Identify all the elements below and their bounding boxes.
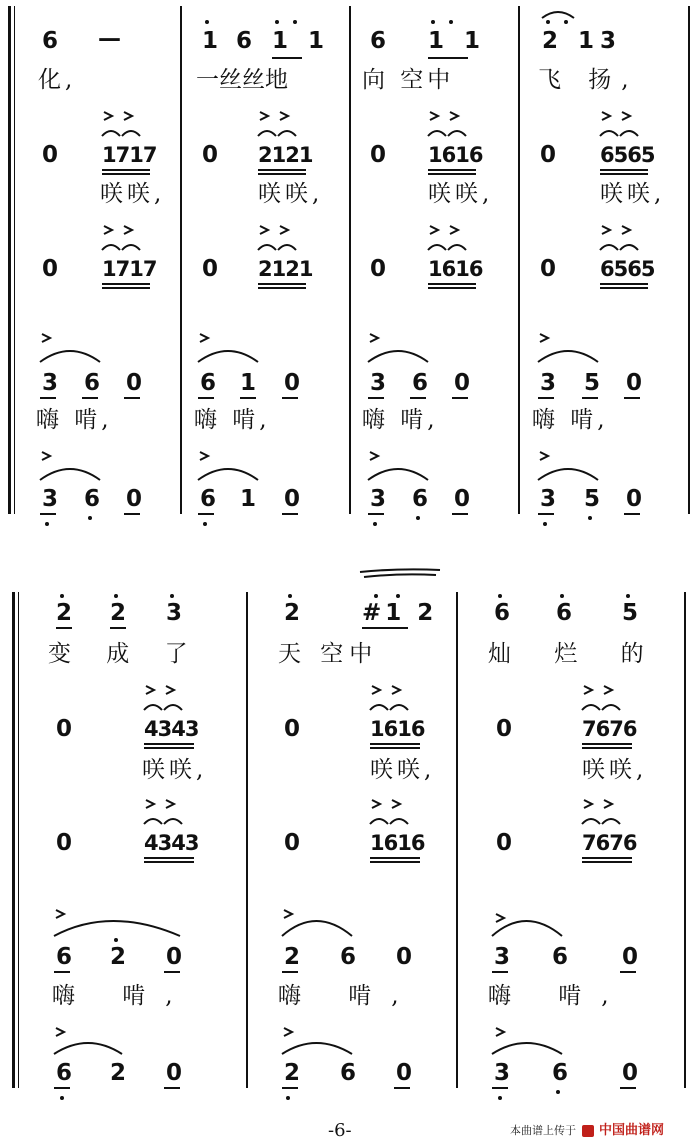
- voice3-rest: 0: [126, 370, 143, 396]
- source-credit: [510, 1119, 664, 1138]
- voice3-note: 6: [84, 370, 101, 396]
- accent-mark: [200, 334, 208, 342]
- accent-mark: [584, 800, 612, 808]
- voice1-lyric: 咲咲,: [100, 181, 166, 207]
- accent-mark: [260, 112, 288, 120]
- accent-mark: [496, 914, 504, 922]
- voice3-note: 3: [494, 944, 511, 970]
- beam-line: [258, 284, 306, 288]
- voice3-note: 3: [42, 370, 59, 396]
- slur-mark: [492, 921, 562, 936]
- voice4-note: 3: [540, 486, 557, 512]
- octave-dot: [626, 594, 630, 598]
- tie-mark: [582, 705, 620, 710]
- slur-mark: [54, 1043, 122, 1054]
- decorative-line: [364, 574, 436, 577]
- melody-note: 3: [600, 28, 617, 54]
- melody-note: 5: [622, 600, 639, 626]
- octave-dot: [60, 1096, 64, 1100]
- accent-mark: [602, 112, 630, 120]
- melody-note: 6: [494, 600, 511, 626]
- beam-line: [428, 284, 476, 288]
- voice3-note: 6: [340, 944, 357, 970]
- voice1-rest: 0: [202, 142, 219, 168]
- accent-mark: [284, 1028, 292, 1036]
- voice2-rest: 0: [540, 256, 557, 282]
- slur-mark: [198, 469, 258, 480]
- beam-line: [370, 744, 420, 748]
- accent-mark: [146, 800, 174, 808]
- voice2-rest: 0: [370, 256, 387, 282]
- tie-mark: [144, 705, 182, 710]
- beam-line: [370, 858, 420, 862]
- decorative-line: [360, 569, 440, 572]
- octave-dot: [205, 20, 209, 24]
- voice3-rest: 0: [454, 370, 471, 396]
- voice1-notes: 7676: [582, 717, 637, 741]
- accent-mark: [540, 452, 548, 460]
- voice3-note: 1: [240, 370, 257, 396]
- accent-mark: [104, 112, 132, 120]
- slur-mark: [368, 469, 428, 480]
- melody-note: 6: [42, 28, 59, 54]
- voice1-rest: 0: [56, 716, 73, 742]
- voice1-lyric: 咲咲,: [258, 181, 324, 207]
- accent-mark: [370, 334, 378, 342]
- slur-mark: [282, 921, 352, 936]
- lyric: 向 空中: [362, 67, 455, 93]
- lyric: 变 成 了: [48, 641, 202, 667]
- tie-mark: [102, 245, 140, 250]
- octave-dot: [546, 20, 550, 24]
- melody-note: 2 1: [542, 28, 601, 54]
- octave-dot: [396, 594, 400, 598]
- accent-mark: [42, 452, 50, 460]
- melody-note: 2: [284, 600, 301, 626]
- tie-mark: [370, 819, 408, 824]
- slur-mark: [282, 1043, 352, 1054]
- octave-dot: [560, 594, 564, 598]
- voice2-notes: 6565: [600, 257, 655, 281]
- voice4-rest: 0: [166, 1060, 183, 1086]
- tie-mark: [144, 819, 182, 824]
- voice1-rest: 0: [496, 716, 513, 742]
- voice4-note: 1: [240, 486, 257, 512]
- voice3-note: 6: [412, 370, 429, 396]
- voice1-lyric: 咲咲,: [142, 757, 208, 783]
- voice4-note: 2: [110, 1060, 127, 1086]
- beam-line: [600, 284, 648, 288]
- voice4-note: 3: [370, 486, 387, 512]
- voice3-note: 2: [110, 944, 127, 970]
- octave-dot: [286, 1096, 290, 1100]
- voice3-lyric: 嗨 啃,: [194, 407, 271, 433]
- voice3-note: 6: [552, 944, 569, 970]
- voice4-rest: 0: [622, 1060, 639, 1086]
- tie-mark: [582, 819, 620, 824]
- melody-note: 2: [56, 600, 73, 626]
- brand-logo: [582, 1125, 594, 1137]
- lyric: 飞 扬,: [538, 67, 639, 93]
- slur-mark: [368, 351, 428, 362]
- octave-dot: [114, 938, 118, 942]
- tie-mark: [258, 245, 296, 250]
- voice1-notes: 6565: [600, 143, 655, 167]
- accent-mark: [104, 226, 132, 234]
- lyric: 化,: [38, 67, 77, 93]
- octave-dot: [45, 522, 49, 526]
- voice1-lyric: 咲咲,: [582, 757, 648, 783]
- octave-dot: [374, 594, 378, 598]
- voice2-notes: 1717: [102, 257, 157, 281]
- voice4-note: 6: [552, 1060, 569, 1086]
- tie-mark: [102, 131, 140, 136]
- voice4-rest: 0: [454, 486, 471, 512]
- slur-mark: [40, 351, 100, 362]
- accent-mark: [372, 686, 400, 694]
- beam-line: [258, 170, 306, 174]
- tie-mark: [428, 245, 466, 250]
- voice4-rest: 0: [396, 1060, 413, 1086]
- octave-dot: [449, 20, 453, 24]
- beam-line: [144, 858, 194, 862]
- voice1-rest: 0: [540, 142, 557, 168]
- brand-name[interactable]: 中国曲谱网: [599, 1123, 665, 1138]
- accent-mark: [584, 686, 612, 694]
- voice2-rest: 0: [42, 256, 59, 282]
- slur-mark: [198, 351, 258, 362]
- accent-mark: [284, 910, 292, 918]
- voice1-rest: 0: [284, 716, 301, 742]
- beam-line: [102, 170, 150, 174]
- voice3-note: 3: [370, 370, 387, 396]
- lyric: 一丝丝地: [196, 67, 288, 93]
- voice4-rest: 0: [284, 486, 301, 512]
- source-credit-text: 本曲谱上传于: [510, 1124, 576, 1137]
- voice3-note: 6: [200, 370, 217, 396]
- voice4-note: 3: [42, 486, 59, 512]
- lyric: 天 空中: [278, 641, 379, 667]
- voice1-lyric: 咲咲,: [370, 757, 436, 783]
- voice3-rest: 0: [396, 944, 413, 970]
- tie-mark: [258, 131, 296, 136]
- tie-mark: [428, 131, 466, 136]
- voice3-rest: 0: [284, 370, 301, 396]
- voice1-notes: 1616: [428, 143, 483, 167]
- octave-dot: [60, 594, 64, 598]
- voice2-notes: 4343: [144, 831, 199, 855]
- octave-dot: [203, 522, 207, 526]
- melody-note-sharp: #1 2: [362, 600, 438, 626]
- octave-dot: [416, 516, 420, 520]
- voice4-note: 6: [84, 486, 101, 512]
- accent-mark: [260, 226, 288, 234]
- tie-mark: [600, 131, 638, 136]
- voice4-note: 2: [284, 1060, 301, 1086]
- accent-mark: [56, 910, 64, 918]
- accent-mark: [370, 452, 378, 460]
- octave-dot: [498, 1096, 502, 1100]
- voice3-note: 5: [584, 370, 601, 396]
- lyric: 灿 烂 的: [488, 641, 662, 667]
- voice2-rest: 0: [496, 830, 513, 856]
- voice3-rest: 0: [626, 370, 643, 396]
- voice4-note: 6: [412, 486, 429, 512]
- slur-mark: [538, 469, 598, 480]
- accent-mark: [496, 1028, 504, 1036]
- voice1-rest: 0: [370, 142, 387, 168]
- page-number: -6-: [328, 1120, 352, 1141]
- octave-dot: [288, 594, 292, 598]
- tie-mark: [370, 705, 408, 710]
- octave-dot: [373, 522, 377, 526]
- voice2-notes: 1616: [428, 257, 483, 281]
- melody-note: 6: [236, 28, 253, 54]
- voice1-notes: 2121: [258, 143, 313, 167]
- melody-note: 2: [110, 600, 127, 626]
- octave-dot: [114, 594, 118, 598]
- accent-mark: [372, 800, 400, 808]
- voice1-lyric: 咲咲,: [600, 181, 666, 207]
- accent-mark: [146, 686, 174, 694]
- octave-dot: [556, 1090, 560, 1094]
- voice4-note: 6: [200, 486, 217, 512]
- slur-mark: [538, 351, 598, 362]
- voice3-lyric: 嗨 啃,: [278, 983, 419, 1009]
- octave-dot: [275, 20, 279, 24]
- voice3-lyric: 嗨 啃,: [532, 407, 609, 433]
- voice3-lyric: 嗨 啃,: [36, 407, 113, 433]
- voice4-note: 6: [340, 1060, 357, 1086]
- accent-mark: [602, 226, 630, 234]
- octave-dot: [564, 20, 568, 24]
- voice3-note: 2: [284, 944, 301, 970]
- melody-note: 1 1: [428, 28, 487, 54]
- melody-note: 6: [556, 600, 573, 626]
- accent-mark: [540, 334, 548, 342]
- voice2-notes: 1616: [370, 831, 425, 855]
- beam-line: [102, 284, 150, 288]
- beam-line: [582, 744, 632, 748]
- voice3-lyric: 嗨 啃,: [52, 983, 193, 1009]
- beam-line: [428, 170, 476, 174]
- accent-mark: [430, 226, 458, 234]
- octave-dot: [293, 20, 297, 24]
- tie-mark: [542, 12, 574, 18]
- accent-mark: [56, 1028, 64, 1036]
- voice2-rest: 0: [284, 830, 301, 856]
- slur-mark: [54, 921, 180, 936]
- accent-mark: [200, 452, 208, 460]
- octave-dot: [431, 20, 435, 24]
- tie-mark: [600, 245, 638, 250]
- octave-dot: [88, 516, 92, 520]
- octave-dot: [588, 516, 592, 520]
- voice3-rest: 0: [166, 944, 183, 970]
- melody-dash: —: [98, 26, 121, 52]
- melody-note: 1: [202, 28, 219, 54]
- accent-mark: [430, 112, 458, 120]
- beam-line: [600, 170, 648, 174]
- beam-line: [144, 744, 194, 748]
- octave-dot: [170, 594, 174, 598]
- voice2-rest: 0: [56, 830, 73, 856]
- voice4-note: 6: [56, 1060, 73, 1086]
- voice1-notes: 1616: [370, 717, 425, 741]
- octave-dot: [498, 594, 502, 598]
- beam-line: [582, 858, 632, 862]
- voice1-rest: 0: [42, 142, 59, 168]
- voice4-note: 5: [584, 486, 601, 512]
- slur-mark: [40, 469, 100, 480]
- voice4-rest: 0: [126, 486, 143, 512]
- voice4-rest: 0: [626, 486, 643, 512]
- voice1-notes: 4343: [144, 717, 199, 741]
- voice3-lyric: 嗨 啃,: [488, 983, 629, 1009]
- octave-dot: [543, 522, 547, 526]
- melody-note: 6: [370, 28, 387, 54]
- voice1-lyric: 咲咲,: [428, 181, 494, 207]
- voice3-rest: 0: [622, 944, 639, 970]
- voice3-lyric: 嗨 啃,: [362, 407, 439, 433]
- slur-mark: [492, 1043, 562, 1054]
- melody-note: 3: [166, 600, 183, 626]
- voice4-note: 3: [494, 1060, 511, 1086]
- voice2-rest: 0: [202, 256, 219, 282]
- voice1-notes: 1717: [102, 143, 157, 167]
- melody-note: 1 1: [272, 28, 331, 54]
- voice3-note: 6: [56, 944, 73, 970]
- voice2-notes: 2121: [258, 257, 313, 281]
- voice2-notes: 7676: [582, 831, 637, 855]
- voice3-note: 3: [540, 370, 557, 396]
- accent-mark: [42, 334, 50, 342]
